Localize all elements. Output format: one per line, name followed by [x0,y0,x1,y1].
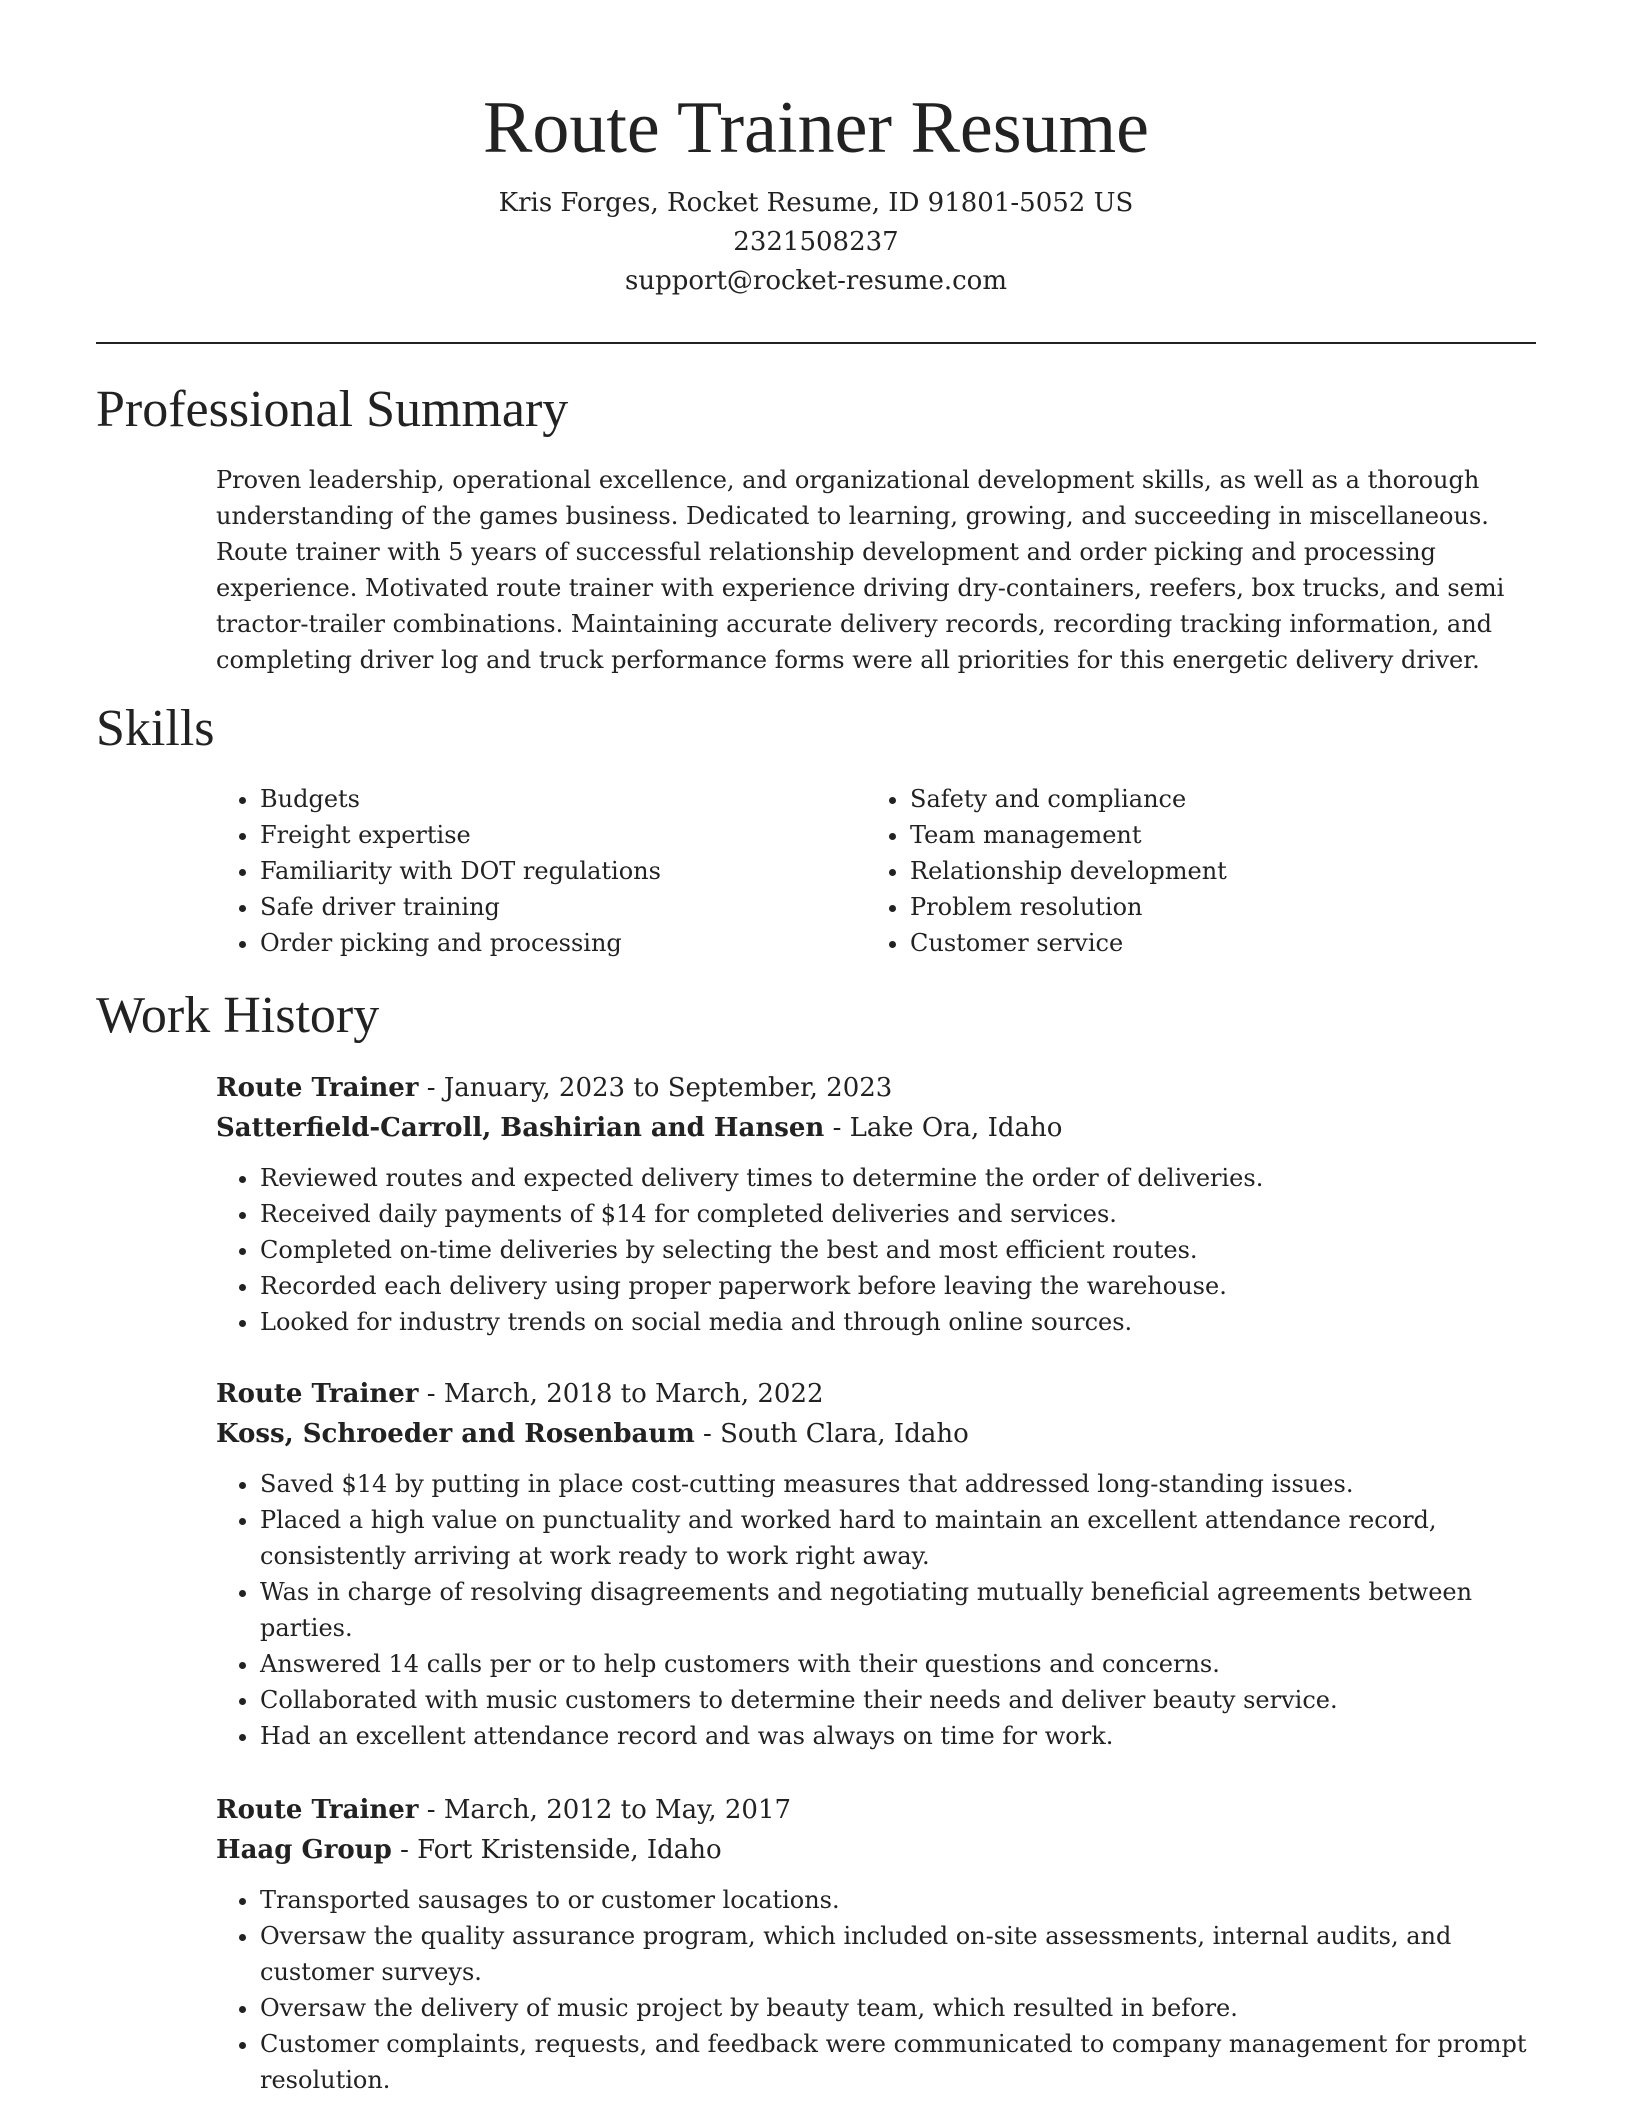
skill-item: • Safety and compliance [910,781,1506,817]
skill-item: • Budgets [260,781,836,817]
contact-info [0,184,1632,301]
skills-list-right [866,781,1506,961]
skill-item: • Problem resolution [910,889,1506,925]
job-bullet: • Oversaw the delivery of music project by beauty team, which resulted in before. [260,1990,1546,2026]
summary-text: Proven leadership, operational excellence, and organizational development skills, as well as a thorough understanding of the games business. Dedicated to learning, growing, and succeeding in miscellaneous. Route trainer with 5 years of successful relationship development and order picking and processing experience. Motivated route trainer with experience driving dry-containers, reefers, box trucks, and semi tractor-trailer combinations. Maintaining accurate delivery records, recording tracking information, and completing driver log and truck performance forms were all priorities for this energetic delivery driver. [216,466,1505,674]
job-bullet: • Oversaw the quality assurance program, which included on-site assessments, internal audits, and customer surveys. [260,1918,1546,1990]
job-bullets [216,1466,1546,1754]
job-bullet: • Placed a high value on punctuality and worked hard to maintain an excellent attendance record, consistently arriving at work ready to work right away. [260,1502,1546,1574]
skills-list-left [216,781,836,961]
work-history-heading: Work History [96,987,380,1044]
skill-item: • Safe driver training [260,889,836,925]
job-dates: January, 2023 to September, 2023 [443,1073,893,1103]
job-bullets [216,1882,1546,2098]
job-bullet: • Collaborated with music customers to determine their needs and deliver beauty service. [260,1682,1546,1718]
job-bullet: • Customer complaints, requests, and feedback were communicated to company management for prompt resolution. [260,2026,1546,2098]
skills-heading: Skills [96,700,215,757]
job-title-line: Route Trainer - March, 2018 to March, 2022 [216,1379,824,1409]
skill-item: • Customer service [910,925,1506,961]
job-company-line: Koss, Schroeder and Rosenbaum - South Clara, Idaho [216,1419,969,1449]
job-dates: March, 2018 to March, 2022 [443,1379,824,1409]
job-company-line: Satterfield-Carroll, Bashirian and Hansen - Lake Ora, Idaho [216,1113,1063,1143]
header-divider [96,342,1536,344]
summary-heading: Professional Summary [96,381,569,438]
job-bullet: • Saved $14 by putting in place cost-cutting measures that addressed long-standing issues. [260,1466,1546,1502]
job-bullet: • Transported sausages to or customer locations. [260,1882,1546,1918]
contact-address: Kris Forges, Rocket Resume, ID 91801-5052 US [498,188,1134,218]
job-dates: March, 2012 to May, 2017 [443,1795,792,1825]
skill-item: • Relationship development [910,853,1506,889]
contact-email: support@rocket-resume.com [624,266,1007,296]
job-bullets [216,1160,1546,1340]
job-company: Satterfield-Carroll, Bashirian and Hansen [216,1113,825,1143]
contact-phone: 2321508237 [733,227,899,257]
job-bullet: • Completed on-time deliveries by selecting the best and most efficient routes. [260,1232,1546,1268]
skill-item: • Team management [910,817,1506,853]
resume-header [0,86,1632,301]
job-title-line: Route Trainer - March, 2012 to May, 2017 [216,1795,792,1825]
job-bullet: • Was in charge of resolving disagreements and negotiating mutually beneficial agreements between parties. [260,1574,1546,1646]
job-title: Route Trainer [216,1795,419,1825]
job-entry [216,1068,1546,1340]
job-location: Lake Ora, Idaho [849,1113,1063,1143]
job-location: South Clara, Idaho [720,1419,969,1449]
job-location: Fort Kristenside, Idaho [417,1835,722,1865]
job-bullet: • Recorded each delivery using proper paperwork before leaving the warehouse. [260,1268,1546,1304]
job-bullet: • Had an excellent attendance record and was always on time for work. [260,1718,1546,1754]
skill-item: • Familiarity with DOT regulations [260,853,836,889]
job-entry [216,1790,1546,2098]
job-title-line: Route Trainer - January, 2023 to September, 2023 [216,1073,893,1103]
skill-item: • Order picking and processing [260,925,836,961]
skill-item: • Freight expertise [260,817,836,853]
job-entry [216,1374,1546,1754]
job-title: Route Trainer [216,1379,419,1409]
job-company: Haag Group [216,1835,392,1865]
job-bullet: • Looked for industry trends on social media and through online sources. [260,1304,1546,1340]
job-company: Koss, Schroeder and Rosenbaum [216,1419,695,1449]
page-title: Route Trainer Resume [483,87,1149,169]
job-bullet: • Reviewed routes and expected delivery times to determine the order of deliveries. [260,1160,1546,1196]
job-title: Route Trainer [216,1073,419,1103]
job-bullet: • Answered 14 calls per or to help customers with their questions and concerns. [260,1646,1546,1682]
job-company-line: Haag Group - Fort Kristenside, Idaho [216,1835,722,1865]
job-bullet: • Received daily payments of $14 for completed deliveries and services. [260,1196,1546,1232]
